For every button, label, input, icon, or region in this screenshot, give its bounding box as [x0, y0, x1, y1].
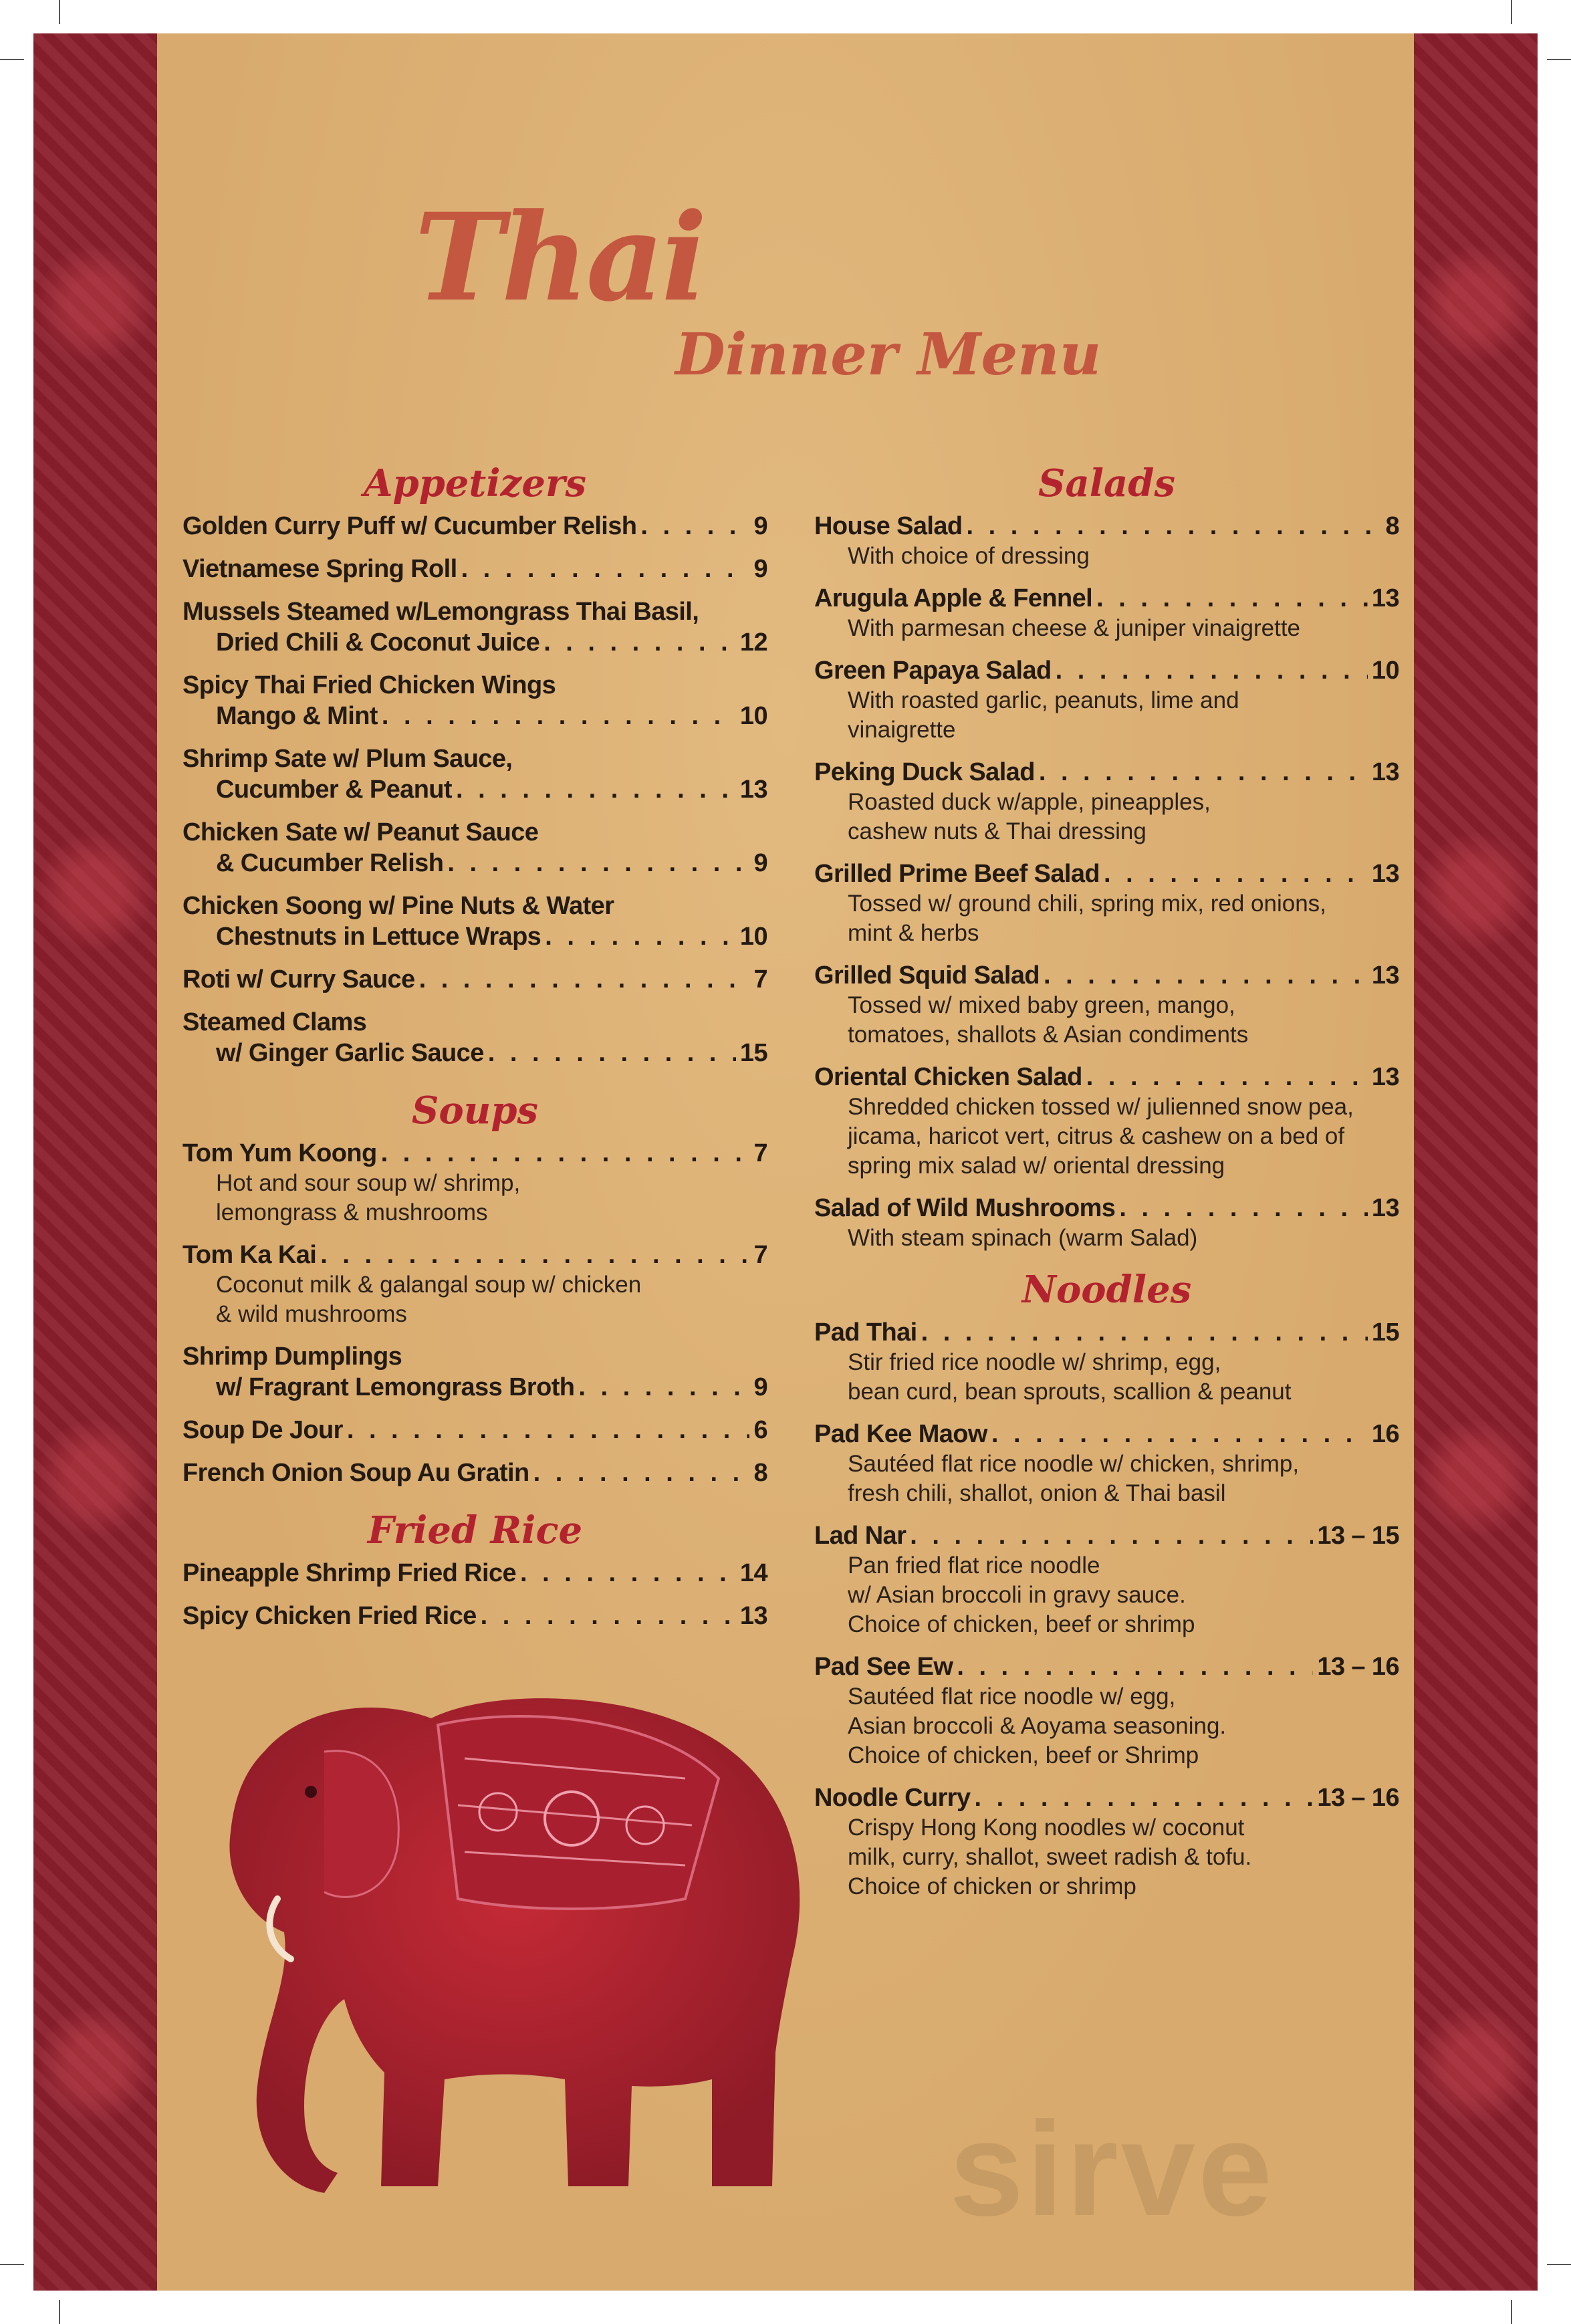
item-price: 13 — [1371, 860, 1399, 888]
item-price: 13 — [739, 776, 767, 804]
item-name: Mango & Mint — [216, 702, 378, 730]
menu-item — [814, 757, 1399, 846]
item-name-row — [814, 655, 1399, 686]
item-list — [183, 1558, 767, 1631]
item-name-row — [814, 757, 1399, 788]
dot-leader — [991, 1419, 1368, 1449]
item-name-row — [183, 1558, 767, 1589]
item-description: Choice of chicken, beef or Shrimp — [848, 1742, 1199, 1768]
salads-section — [814, 461, 1399, 1253]
item-name-row — [183, 964, 767, 995]
item-price: 13 – 16 — [1317, 1653, 1399, 1681]
item-name: Roti w/ Curry Sauce — [183, 965, 415, 994]
item-description: Choice of chicken, beef or shrimp — [848, 1611, 1195, 1637]
item-name-row — [814, 1782, 1399, 1813]
item-name: Golden Curry Puff w/ Cucumber Relish — [183, 512, 637, 540]
item-name: Green Papaya Salad — [814, 657, 1052, 685]
item-description: With steam spinach (warm Salad) — [848, 1225, 1198, 1251]
item-price: 13 — [1371, 584, 1399, 612]
menu-item — [814, 1419, 1399, 1508]
item-price: 12 — [739, 628, 767, 657]
dot-leader — [957, 1651, 1313, 1682]
item-description: Tossed w/ mixed baby green, mango, — [848, 992, 1235, 1018]
item-name-row — [183, 627, 767, 658]
item-name-line: Shrimp Dumplings — [183, 1343, 402, 1371]
item-name-line: Spicy Thai Fried Chicken Wings — [183, 671, 556, 699]
item-price: 10 — [739, 702, 767, 730]
item-name-row — [183, 1038, 767, 1068]
item-name-row — [814, 511, 1399, 542]
dot-leader — [320, 1240, 749, 1270]
dot-leader — [543, 627, 736, 658]
item-description: lemongrass & mushrooms — [216, 1199, 488, 1226]
item-name-line: Chicken Soong w/ Pine Nuts & Water — [183, 892, 614, 920]
dot-leader — [640, 511, 749, 542]
item-name-row — [814, 583, 1399, 614]
crop-mark — [0, 2264, 24, 2265]
menu-item — [183, 1458, 767, 1488]
item-description: With roasted garlic, peanuts, lime and — [848, 687, 1239, 713]
item-name: & Cucumber Relish — [216, 849, 444, 877]
crop-mark — [59, 2300, 60, 2324]
fried-rice-section — [183, 1508, 767, 1631]
menu-item — [814, 1193, 1399, 1253]
item-description: Roasted duck w/apple, pineapples, — [848, 789, 1211, 815]
section-title: Fried Rice — [367, 1508, 583, 1552]
item-name-row — [814, 1193, 1399, 1224]
dot-leader — [921, 1317, 1368, 1348]
item-list — [183, 1138, 767, 1488]
item-description: With choice of dressing — [848, 543, 1090, 569]
item-description: Coconut milk & galangal soup w/ chicken — [216, 1272, 642, 1298]
item-name-line: Shrimp Sate w/ Plum Sauce, — [183, 745, 513, 773]
item-name-row — [814, 858, 1399, 889]
dot-leader — [966, 511, 1381, 542]
item-name: Grilled Prime Beef Salad — [814, 860, 1100, 888]
item-price: 9 — [753, 849, 767, 877]
dot-leader — [488, 1038, 736, 1068]
item-name: Salad of Wild Mushrooms — [814, 1194, 1116, 1222]
item-name: Pad See Ew — [814, 1653, 953, 1681]
dot-leader — [456, 774, 736, 805]
dot-leader — [1086, 1062, 1368, 1092]
item-description: Stir fried rice noodle w/ shrimp, egg, — [848, 1349, 1221, 1375]
menu-item — [183, 670, 767, 731]
dot-leader — [1044, 960, 1368, 991]
item-name-row — [183, 848, 767, 879]
crop-mark — [1547, 2264, 1571, 2265]
item-price: 16 — [1371, 1420, 1399, 1448]
item-price: 10 — [739, 923, 767, 951]
sirve-watermark: sirve — [949, 2095, 1276, 2244]
menu-item — [183, 554, 767, 584]
item-name: Cucumber & Peanut — [216, 776, 452, 804]
dot-leader — [578, 1372, 749, 1403]
dot-leader — [481, 1601, 736, 1631]
menu-subtitle: Dinner Menu — [675, 321, 1102, 388]
item-name-row — [183, 1138, 767, 1169]
section-title: Soups — [411, 1088, 539, 1133]
dot-leader — [1104, 858, 1368, 889]
item-description: Hot and sour soup w/ shrimp, — [216, 1170, 521, 1196]
item-name-row — [814, 1419, 1399, 1449]
dot-leader — [520, 1558, 736, 1589]
item-name: Lad Nar — [814, 1522, 907, 1550]
menu-item — [183, 1558, 767, 1589]
item-description: milk, curry, shallot, sweet radish & tofu. — [848, 1844, 1252, 1870]
dot-leader — [447, 848, 749, 879]
item-name: Dried Chili & Coconut Juice — [216, 628, 540, 657]
item-name: Pad Thai — [814, 1318, 917, 1347]
item-name: Chestnuts in Lettuce Wraps — [216, 923, 541, 951]
item-description: Tossed w/ ground chili, spring mix, red onions, — [848, 891, 1326, 917]
menu-item — [183, 1007, 767, 1068]
item-name: Arugula Apple & Fennel — [814, 584, 1093, 612]
item-name-row — [183, 1458, 767, 1488]
crop-mark — [1547, 59, 1571, 60]
item-list — [814, 511, 1399, 1253]
item-name-row — [183, 774, 767, 805]
item-name: Oriental Chicken Salad — [814, 1063, 1082, 1091]
item-name: Vietnamese Spring Roll — [183, 555, 457, 583]
menu-item — [183, 1341, 767, 1403]
item-price: 9 — [753, 1373, 767, 1401]
appetizers-section — [183, 461, 767, 1068]
item-name-row — [183, 701, 767, 731]
item-name-line: Mussels Steamed w/Lemongrass Thai Basil, — [183, 598, 699, 626]
item-description: Shredded chicken tossed w/ julienned snow pea, — [848, 1094, 1354, 1120]
item-name-row — [814, 1317, 1399, 1348]
item-name-row — [183, 1372, 767, 1403]
left-column — [183, 461, 767, 1643]
menu-item — [183, 743, 767, 805]
item-price: 13 — [1371, 758, 1399, 786]
item-price: 15 — [739, 1039, 767, 1067]
item-name-row — [183, 1601, 767, 1631]
item-description: mint & herbs — [848, 920, 979, 946]
menu-item — [814, 960, 1399, 1050]
section-title: Noodles — [1021, 1268, 1192, 1312]
item-name-row — [814, 1062, 1399, 1092]
noodles-section — [814, 1268, 1399, 1901]
item-description: & wild mushrooms — [216, 1301, 407, 1327]
item-price: 13 — [1371, 1194, 1399, 1222]
item-price: 9 — [753, 555, 767, 583]
item-description: Asian broccoli & Aoyama seasoning. — [848, 1713, 1227, 1739]
item-name: Tom Ka Kai — [183, 1241, 317, 1269]
menu-item — [814, 1062, 1399, 1181]
item-name: w/ Ginger Garlic Sauce — [216, 1039, 484, 1067]
item-name-row — [183, 511, 767, 542]
crop-mark — [1511, 0, 1512, 24]
left-damask-border — [33, 33, 157, 2291]
item-list — [814, 1317, 1399, 1901]
menu-item — [814, 1520, 1399, 1639]
item-price: 13 – 15 — [1317, 1522, 1399, 1550]
menu-item — [183, 1138, 767, 1228]
item-description: w/ Asian broccoli in gravy sauce. — [848, 1582, 1186, 1608]
crop-mark — [1511, 2300, 1512, 2324]
item-name: Noodle Curry — [814, 1784, 971, 1812]
item-list — [183, 511, 767, 1068]
dot-leader — [1119, 1193, 1368, 1224]
item-name-row — [183, 1240, 767, 1270]
item-price: 7 — [753, 1139, 767, 1167]
item-description: fresh chili, shallot, onion & Thai basil — [848, 1480, 1226, 1506]
item-description: Sautéed flat rice noodle w/ egg, — [848, 1683, 1176, 1710]
dot-leader — [382, 701, 736, 731]
item-description: spring mix salad w/ oriental dressing — [848, 1153, 1225, 1179]
item-price: 15 — [1371, 1318, 1399, 1347]
section-title: Appetizers — [364, 461, 586, 505]
item-name: French Onion Soup Au Gratin — [183, 1459, 529, 1487]
item-price: 13 — [1371, 961, 1399, 990]
item-name: Grilled Squid Salad — [814, 961, 1040, 990]
right-damask-border — [1414, 33, 1538, 2291]
item-description: cashew nuts & Thai dressing — [848, 818, 1146, 844]
dot-leader — [1056, 655, 1368, 686]
dot-leader — [1039, 757, 1368, 788]
dot-leader — [1096, 583, 1368, 614]
menu-item — [183, 1601, 767, 1631]
dot-leader — [975, 1782, 1314, 1813]
section-title: Salads — [1038, 461, 1175, 505]
item-name: Pineapple Shrimp Fried Rice — [183, 1559, 517, 1587]
item-name: House Salad — [814, 512, 963, 540]
dot-leader — [533, 1458, 750, 1488]
item-name: Tom Yum Koong — [183, 1139, 377, 1167]
item-price: 13 — [1371, 1063, 1399, 1091]
item-price: 9 — [753, 512, 767, 540]
item-name-row — [814, 1651, 1399, 1682]
item-description: Pan fried flat rice noodle — [848, 1552, 1100, 1579]
item-description: Choice of chicken or shrimp — [848, 1873, 1136, 1899]
dot-leader — [545, 921, 736, 952]
menu-title: Thai — [414, 187, 705, 328]
menu-item — [814, 1317, 1399, 1407]
dot-leader — [381, 1138, 750, 1169]
item-price: 14 — [739, 1559, 767, 1587]
menu-item — [814, 583, 1399, 643]
item-price: 7 — [753, 965, 767, 994]
menu-item — [183, 817, 767, 879]
crop-mark — [59, 0, 60, 24]
item-price: 8 — [753, 1459, 767, 1487]
item-description: tomatoes, shallots & Asian condiments — [848, 1022, 1249, 1048]
dot-leader — [419, 964, 750, 995]
menu-item — [183, 511, 767, 542]
menu-item — [183, 596, 767, 658]
item-price: 13 — [739, 1602, 767, 1630]
item-name: Soup De Jour — [183, 1416, 343, 1444]
item-name: Spicy Chicken Fried Rice — [183, 1602, 477, 1630]
dot-leader — [461, 554, 750, 584]
item-name-line: Chicken Sate w/ Peanut Sauce — [183, 818, 539, 846]
item-price: 7 — [753, 1241, 767, 1269]
item-name-line: Steamed Clams — [183, 1008, 367, 1036]
menu-item — [183, 1415, 767, 1445]
menu-item — [814, 1651, 1399, 1770]
right-column — [814, 461, 1399, 1913]
item-description: vinaigrette — [848, 717, 956, 743]
crop-mark — [0, 59, 24, 60]
menu-item — [814, 858, 1399, 948]
item-price: 8 — [1385, 512, 1399, 540]
dot-leader — [910, 1520, 1313, 1551]
item-name-row — [183, 921, 767, 952]
item-name: Peking Duck Salad — [814, 758, 1035, 786]
menu-item — [183, 1240, 767, 1329]
menu-item — [183, 964, 767, 995]
item-name-row — [183, 1415, 767, 1445]
item-description: Crispy Hong Kong noodles w/ coconut — [848, 1815, 1245, 1841]
menu-item — [814, 511, 1399, 571]
menu-item — [814, 655, 1399, 745]
item-name: Pad Kee Maow — [814, 1420, 987, 1448]
item-price: 6 — [753, 1416, 767, 1444]
item-description: With parmesan cheese & juniper vinaigrette — [848, 615, 1301, 641]
menu-item — [183, 891, 767, 952]
item-description: bean curd, bean sprouts, scallion & peanut — [848, 1379, 1292, 1405]
item-name-row — [183, 554, 767, 584]
soups-section — [183, 1088, 767, 1488]
elephant-illustration — [150, 1678, 852, 2226]
dot-leader — [347, 1415, 750, 1445]
item-name: w/ Fragrant Lemongrass Broth — [216, 1373, 575, 1401]
item-price: 13 – 16 — [1317, 1784, 1399, 1812]
item-description: Sautéed flat rice noodle w/ chicken, shrimp, — [848, 1451, 1300, 1477]
item-price: 10 — [1371, 657, 1399, 685]
item-name-row — [814, 1520, 1399, 1551]
menu-item — [814, 1782, 1399, 1901]
item-description: jicama, haricot vert, citrus & cashew on a bed of — [848, 1123, 1345, 1149]
item-name-row — [814, 960, 1399, 991]
